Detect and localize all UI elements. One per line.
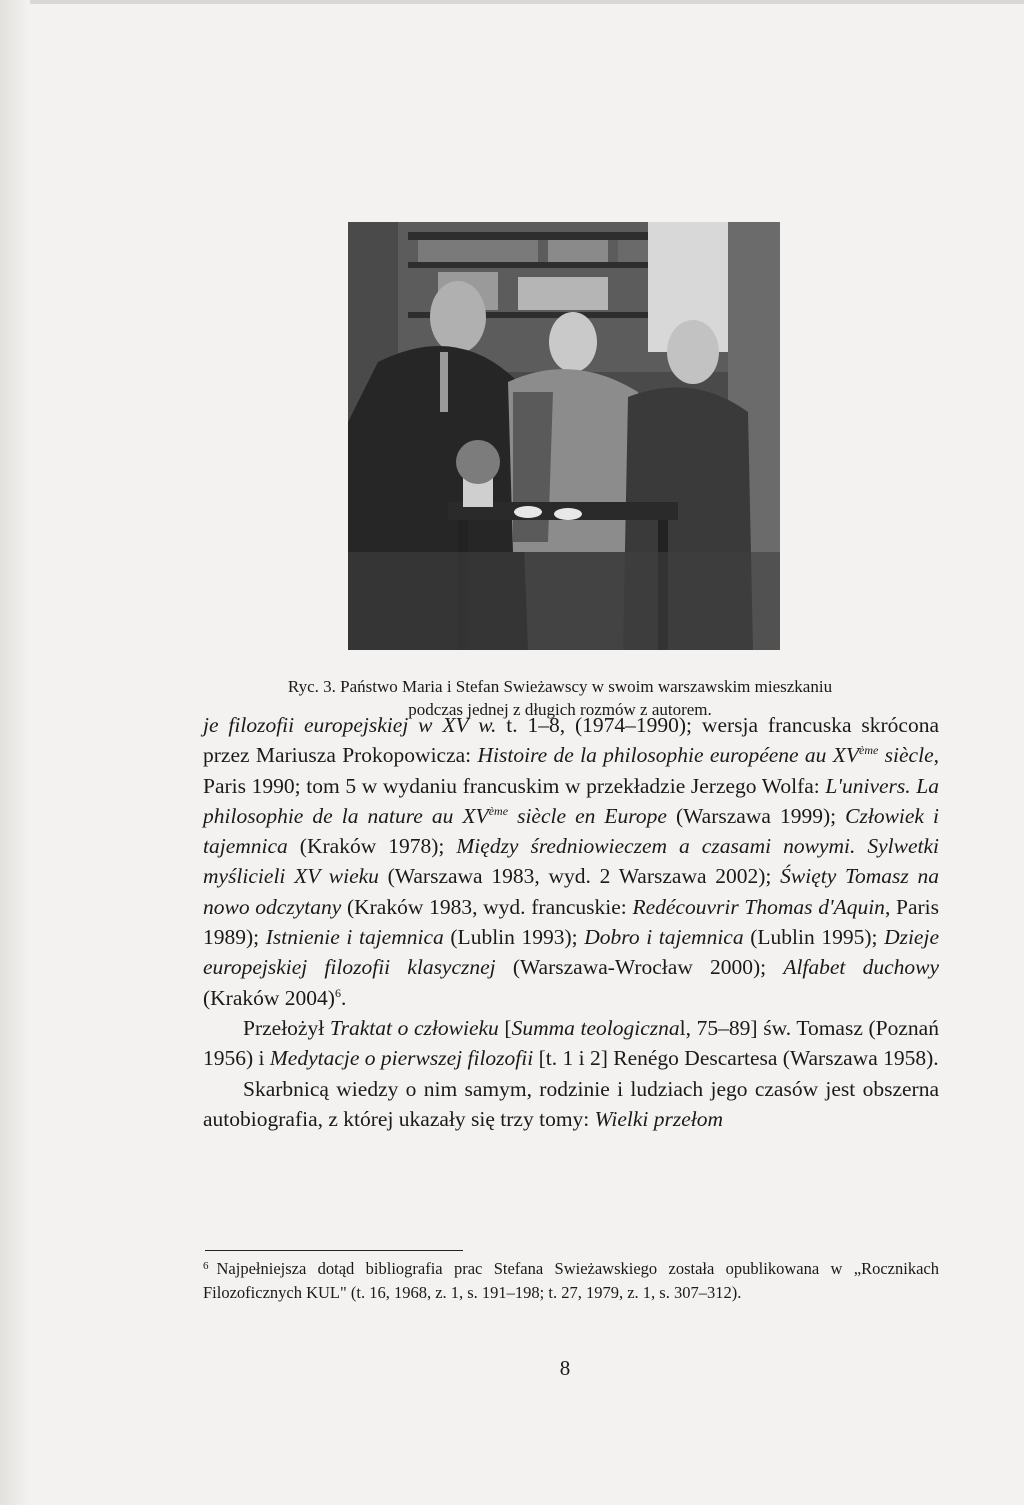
figure-photo (348, 222, 780, 650)
italic-title: Dzieje europejskiej filozofii klasycznej (203, 925, 939, 980)
italic-title: Alfabet duchowy (783, 955, 939, 980)
italic-title: L'univers. La philosophie de la nature au XV (203, 773, 939, 828)
text: (Kraków 2004) (203, 985, 335, 1010)
text: (Warszawa 1999); (666, 803, 846, 828)
text: Skarbnicą wiedzy o nim samym, rodzinie i ludziach jego czasów jest obszerna autobiografia, z której ukazały się trzy tomy: (203, 1076, 939, 1131)
footnote-number: 6 (203, 1260, 209, 1272)
footnote-divider (205, 1250, 463, 1251)
caption-line: podczas jednej z długich rozmów z autorem. (408, 700, 712, 719)
italic-title: Istnienie i tajemnica (265, 925, 444, 950)
italic-title: Traktat o człowieku (329, 1015, 499, 1040)
italic-title: Między średniowieczem a czasami nowymi. Sylwetki myślicieli XV wieku (203, 834, 939, 889)
body-text (203, 710, 939, 1134)
italic-title: je filozofii europejskiej w XV w. (203, 713, 497, 737)
italic-title: siècle (878, 743, 934, 768)
italic-title: siècle en Europe (508, 803, 667, 828)
text: Przełożył (243, 1015, 330, 1040)
italic-title: Święty Tomasz na nowo odczytany (203, 864, 939, 919)
top-edge (30, 0, 1024, 4)
italic-title: Dobro i tajemnica (584, 925, 744, 950)
footnote-text: Najpełniejsza dotąd bibliografia prac Stefana Swieżawskiego została opublikowana w „Rocznikach Filozoficznych KUL" (t. 16, 1968, z. 1, s. 191–198; t. 27, 1979, z. 1, s. 307–312). (203, 1259, 939, 1302)
footnote-ref: 6 (334, 985, 341, 1000)
text: (Warszawa-Wrocław 2000); (495, 955, 784, 980)
footnote (203, 1254, 939, 1305)
italic-title: Wielki przełom (594, 1106, 724, 1131)
text: (Kraków 1983, wyd. francuskie: (341, 894, 633, 919)
superscript: ème (488, 803, 509, 818)
caption-line: Ryc. 3. Państwo Maria i Stefan Swieżawscy w swoim warszawskim mieszkaniu (287, 677, 833, 696)
text: . (340, 985, 347, 1010)
paragraph (203, 1013, 939, 1074)
italic-title: Człowiek i tajemnica (203, 803, 939, 859)
text: , Paris 1990; tom 5 w wydaniu francuskim w przekładzie Jerzego Wolfa: (203, 743, 939, 798)
text: l, 75–89] św. Tomasz (Poznań 1956) i (203, 1015, 939, 1071)
text: (Kraków 1978); (287, 834, 457, 859)
page-edge-shadow (0, 0, 30, 1505)
text: (Lublin 1993); (443, 925, 585, 950)
italic-title: Histoire de la philosophie européene au XV (477, 743, 860, 768)
text: [ (498, 1015, 512, 1040)
text: (Warszawa 1983, wyd. 2 Warszawa 2002); (378, 864, 781, 889)
italic-title: Medytacje o pierwszej filozofii (269, 1046, 534, 1071)
paragraph (203, 710, 939, 1013)
text: (Lublin 1995); (743, 925, 885, 950)
text: [t. 1 i 2] Renégo Descartesa (Warszawa 1958). (533, 1046, 939, 1071)
italic-title: Redécouvrir Thomas d'Aquin (632, 894, 885, 919)
text: , Paris 1989); (203, 894, 940, 950)
page-number: 8 (559, 1356, 571, 1380)
paragraph (203, 1074, 939, 1135)
superscript: ème (859, 743, 879, 758)
photo-illustration (348, 222, 780, 650)
text: t. 1–8, (1974–1990); wersja francuska skrócona przez Mariusza Prokopowicza: (203, 713, 940, 768)
italic-title: Summa teologiczna (511, 1015, 680, 1040)
